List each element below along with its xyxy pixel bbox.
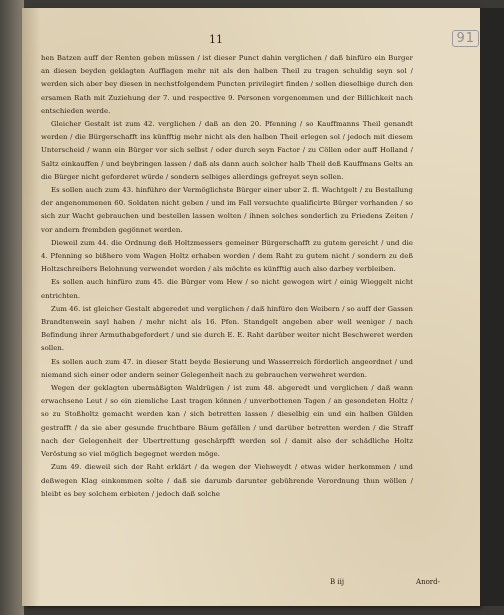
- paragraph: Dieweil zum 44. die Ordnung deß Holtzmessers gemeiner Bürgerschafft zu gutem gereicht / und die 4. Pfenning so bißhero vom Wagen Holtz erhaben worden / dem Raht zu gutem nicht / sondern zu deß Holtzschreibers Belohnung verwendet worden / als möchte es künfftig auch also darbey verbleiben.: [41, 238, 413, 274]
- signature-mark: B iij: [330, 578, 345, 586]
- paragraph: Es sollen auch hinfüro zum 45. die Bürger vom Hew / so nicht gewogen wirt / einig Wieggelt nicht entrichten.: [41, 278, 413, 300]
- page-number: 11: [209, 33, 223, 46]
- paragraph: hen Batzen auff der Renten geben müssen / ist dieser Punct dahin verglichen / daß hinfüro ein Burger an diesen beyden geklagten Aufflagen mehr nit als den halben Theil zu tragen schuldig seyn sol / werden sich aber bey diesen in nechstfolgendem Puncten privilegirt finden / sollen dieselbige durch den ersamen Rath mit Zuziehung der 7. und respective 9. Personen vorgenommen und der Billichkeit nach entschieden werde.: [41, 54, 413, 115]
- catchword-line: [330, 578, 440, 586]
- paragraph: Zum 49. dieweil sich der Raht erklärt / da wegen der Viehweydt / etwas wider herkommen / und deßwegen Klag einkommen solte / daß sie darumb darunter gebührende Verordnung thun wöllen / bleibt es bey solchem erbieten / jedoch daß solche: [41, 463, 413, 498]
- body-text: [41, 52, 413, 501]
- paragraph: Wegen der geklagten ubermäßigten Waldrügen / ist zum 48. abgeredt und verglichen / daß wann erwachsene Leut / so ein ziemliche Last tragen können / unverbottenen Tagen / an gesondeten Holtz / so zu Stoßholtz gemacht werden kan / sich betretten lassen / dieselbig ein und ein halben Gülden gestrafft / da sie aber gesunde fruchtbare Bäum gefällen / und darüber betretten werden / die Straff nach der Gelegenheit der Ubertrettung geschärpfft werden sol / damit also der schädliche Holtz Veröstung so viel möglich begegnet werden möge.: [41, 384, 413, 459]
- paragraph: Es sollen auch zum 47. in dieser Statt beyde Besierung und Wasserreich förderlich angeordnet / und niemand sich einer oder andern seiner Gelegenheit nach zu gebrauchen verwehret werden.: [41, 357, 413, 379]
- paragraph: Gleicher Gestalt ist zum 42. verglichen / daß an den 20. Pfenning / so Kauffmanns Theil genandt werden / die Bürgerschafft ins künfftig mehr nicht als den halben Theil erlegen sol / jedoch mit diesem Unterscheid / wann ein Bürger vor sich selbst / oder durch seyn Factor / zu Cöllen oder auff Holland / Saltz einkauffen / und beybringen lassen / daß als dann auch solcher halb Theil deß Kauffmans Gelts an die Bürger nicht geforderet würde / sondern selbiges allerdings gefreyet seyn sollen.: [41, 120, 413, 181]
- folio-pencil-mark: 91: [452, 30, 479, 47]
- paragraph: Zum 46. ist gleicher Gestalt abgeredet und verglichen / daß hinfüro den Weibern / so auff der Gassen Brandtenwein sayl haben / mehr nicht als 16. Pfen. Standgelt angeben aber well weniger / nach Befindung ihrer Armuthabgefordert / und sie durch E. E. Raht darüber weiter nicht Beschweret werden sollen.: [41, 304, 413, 353]
- paragraph: Es sollen auch zum 43. hinführo der Vermöglichste Bürger einer uber 2. fl. Wachtgelt / zu Bestallung der angenommenen 60. Soldaten nicht geben / und im Fall versuchte qualificirte Bürger vorhanden / so sich zur Wacht gebrauchen und bestellen lassen wolten / ihnen solches sonderlich zu Friedens Zeiten / vor andern frembden gegönnet werden.: [41, 186, 413, 234]
- book-spine: [0, 0, 24, 615]
- background-edge: [480, 8, 504, 606]
- catchword: Anord-: [416, 578, 440, 586]
